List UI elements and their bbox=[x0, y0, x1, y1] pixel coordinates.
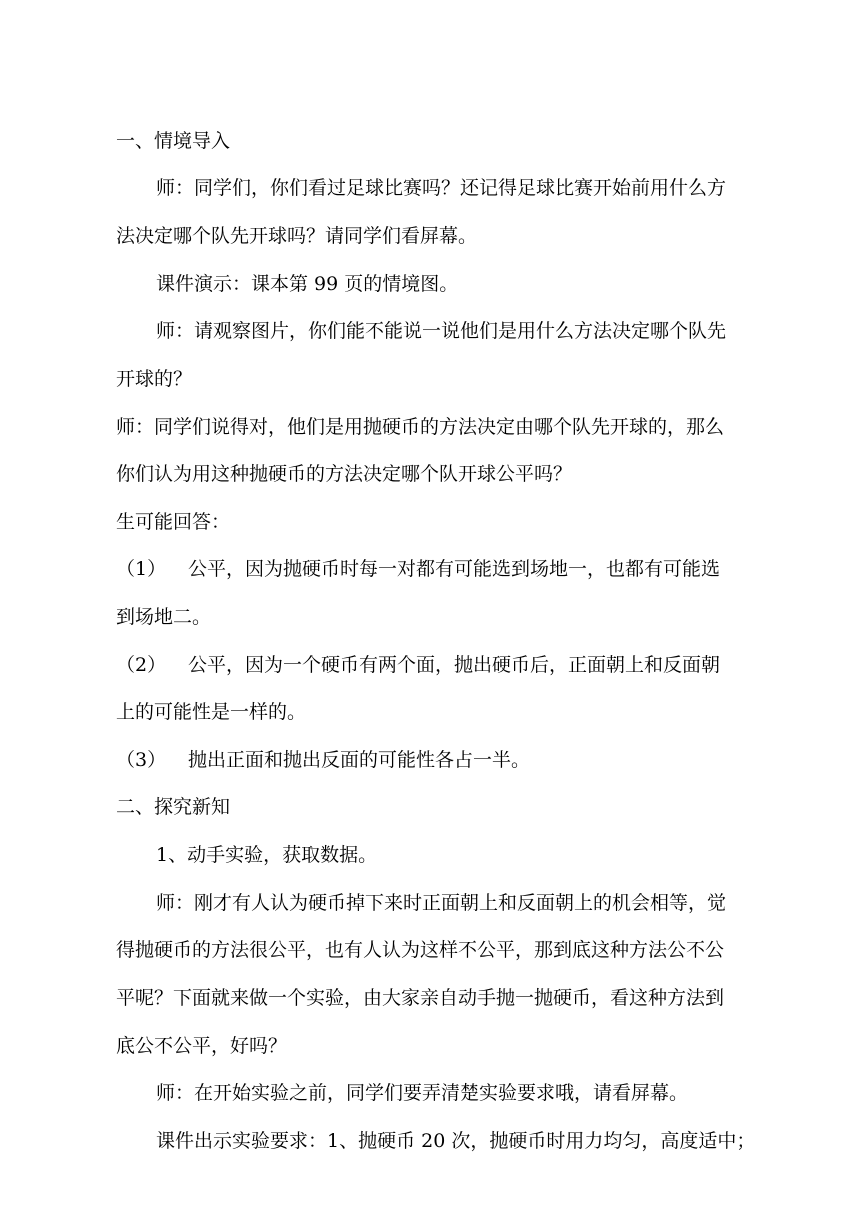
answer-1-line-2: 到场地二。 bbox=[116, 606, 212, 628]
paragraph-teacher-3-line-2: 你们认为用这种抛硬币的方法决定哪个队开球公平吗？ bbox=[116, 463, 573, 485]
paragraph-teacher-4-line-2: 得抛硬币的方法很公平，也有人认为这样不公平，那到底这种方法公不公 bbox=[116, 939, 725, 961]
answer-2-text: 公平，因为一个硬币有两个面，抛出硬币后，正面朝上和反面朝 bbox=[188, 654, 721, 676]
paragraph-teacher-2-line-1: 师：请观察图片，你们能不能说一说他们是用什么方法决定哪个队先 bbox=[156, 320, 727, 342]
answer-1-text: 公平，因为抛硬币时每一对都有可能选到场地一，也都有可能选 bbox=[188, 558, 721, 580]
paragraph-teacher-1-line-1: 师：同学们，你们看过足球比赛吗？还记得足球比赛开始前用什么方 bbox=[156, 177, 727, 199]
paragraph-teacher-4-line-3: 平呢？下面就来做一个实验，由大家亲自动手抛一抛硬币，看这种方法到 bbox=[116, 987, 725, 1009]
answer-1-number: （1） bbox=[116, 558, 167, 580]
answer-2-line-2: 上的可能性是一样的。 bbox=[116, 701, 307, 723]
paragraph-courseware: 课件演示：课本第 99 页的情境图。 bbox=[156, 273, 459, 295]
paragraph-teacher-4-line-1: 师：刚才有人认为硬币掉下来时正面朝上和反面朝上的机会相等，觉 bbox=[156, 892, 727, 914]
section-heading-2: 二、探究新知 bbox=[116, 796, 231, 818]
subheading-experiment: 1、动手实验，获取数据。 bbox=[156, 844, 378, 866]
paragraph-student-answers: 生可能回答： bbox=[116, 511, 231, 533]
paragraph-teacher-3-line-1: 师：同学们说得对，他们是用抛硬币的方法决定由哪个队先开球的，那么 bbox=[116, 416, 725, 438]
answer-2-number: （2） bbox=[116, 654, 167, 676]
paragraph-teacher-5: 师：在开始实验之前，同学们要弄清楚实验要求哦，请看屏幕。 bbox=[156, 1082, 689, 1104]
paragraph-teacher-1-line-2: 法决定哪个队先开球吗？请同学们看屏幕。 bbox=[116, 225, 478, 247]
answer-2-line-1 bbox=[116, 653, 756, 677]
answer-3-line-1 bbox=[116, 748, 756, 772]
answer-1-line-1 bbox=[116, 557, 756, 581]
answer-3-number: （3） bbox=[116, 749, 167, 771]
answer-3-text: 抛出正面和抛出反面的可能性各占一半。 bbox=[188, 749, 531, 771]
paragraph-experiment-requirements: 课件出示实验要求：1、抛硬币 20 次，抛硬币时用力均匀，高度适中； bbox=[156, 1130, 756, 1152]
paragraph-teacher-4-line-4: 底公不公平，好吗？ bbox=[116, 1035, 288, 1057]
section-heading-1: 一、情境导入 bbox=[116, 130, 231, 152]
paragraph-teacher-2-line-2: 开球的？ bbox=[116, 368, 193, 390]
